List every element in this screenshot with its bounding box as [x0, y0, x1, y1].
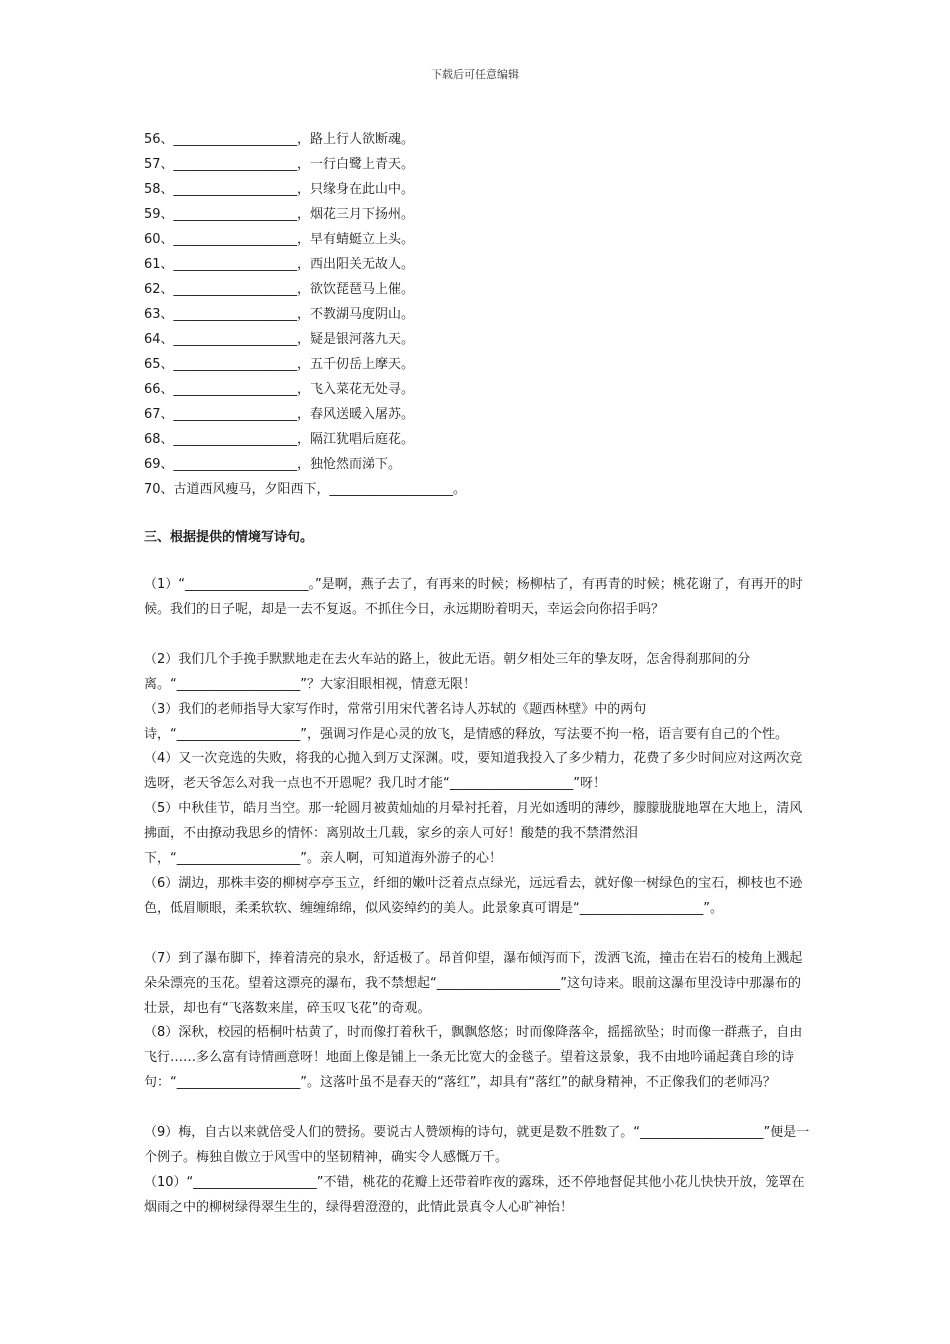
fill-line-62: 62、___________________，欲饮琵琶马上催。: [144, 282, 415, 297]
section-title: 三、根据提供的情境写诗句。: [144, 530, 314, 545]
question-6: （6）湖边，那株丰姿的柳树亭亭玉立，纤细的嫩叶泛着点点绿光，远远看去，就好像一树绿色的宝石，柳枝也不逊色，低眉顺眼，柔柔软软、缠缠绵绵，似风姿绰约的美人。此景象真可谓是“___________________”。: [144, 876, 803, 916]
fill-line-61: 61、___________________，西出阳关无故人。: [144, 257, 415, 272]
question-7: （7）到了瀑布脚下，捧着清亮的泉水，舒适极了。昂首仰望，瀑布倾泻而下，泼洒飞流，撞击在岩石的棱角上溅起朵朵漂亮的玉花。望着这漂亮的瀑布，我不禁想起“___________________”这句诗来。眼前这瀑布里没诗中那瀑布的壮景，却也有“飞落数来崖，碎玉叹飞花”的奇观。: [144, 951, 803, 1016]
fill-line-56: 56、___________________，路上行人欲断魂。: [144, 132, 415, 147]
fill-line-66: 66、___________________，飞入菜花无处寻。: [144, 382, 415, 397]
question-3: （3）我们的老师指导大家写作时，常常引用宋代著名诗人苏轼的《题西林壁》中的两句诗，“___________________”，强调习作是心灵的放飞，是情感的释放，写法要不拘一格，语言要有自己的个性。: [144, 702, 788, 742]
fill-line-69: 69、___________________，独怆然而涕下。: [144, 457, 402, 472]
fill-line-70: 70、古道西风瘦马，夕阳西下，___________________。: [144, 482, 467, 497]
fill-line-67: 67、___________________，春风送暖入屠苏。: [144, 407, 415, 422]
fill-line-63: 63、___________________，不教湖马度阴山。: [144, 307, 415, 322]
fill-line-59: 59、___________________，烟花三月下扬州。: [144, 207, 415, 222]
question-2: （2）我们几个手挽手默默地走在去火车站的路上，彼此无语。朝夕相处三年的挚友呀，怎舍得刹那间的分离。“___________________”？大家泪眼相视，情意无限！: [144, 652, 751, 692]
fill-line-58: 58、___________________，只缘身在此山中。: [144, 182, 415, 197]
fill-line-65: 65、___________________，五千仞岳上摩天。: [144, 357, 415, 372]
question-4: （4）又一次竞选的失败，将我的心抛入到万丈深渊。哎，要知道我投入了多少精力，花费了多少时间应对这两次竞选呀，老天爷怎么对我一点也不开恩呢？我几时才能“___________________”呀！: [144, 751, 803, 791]
fill-line-57: 57、___________________，一行白鹭上青天。: [144, 157, 415, 172]
question-1: （1）“___________________。”是啊，燕子去了，有再来的时候；杨柳枯了，有再青的时候；桃花谢了，有再开的时候。我们的日子呢，却是一去不复返。不抓住今日，永远期盼着明天，幸运会向你招手吗？: [144, 577, 803, 617]
fill-line-64: 64、___________________，疑是银河落九天。: [144, 332, 415, 347]
fill-in-list: [144, 127, 824, 502]
question-10: （10）“___________________”不错，桃花的花瓣上还带着昨夜的露珠，还不停地督促其他小花儿快快开放，笼罩在烟雨之中的柳树绿得翠生生的，绿得碧澄澄的，此情此景真令人心旷神怡！: [144, 1175, 805, 1215]
question-5: （5）中秋佳节，皓月当空。那一轮圆月被黄灿灿的月晕衬托着，月光如透明的薄纱，朦朦胧胧地罩在大地上，清风拂面，不由撩动我思乡的情怀：离别故土几载，家乡的亲人可好！酸楚的我不禁潸然泪下，“___________________”。亲人啊，可知道海外游子的心！: [144, 801, 803, 866]
fill-line-68: 68、___________________，隔江犹唱后庭花。: [144, 432, 415, 447]
question-8: （8）深秋，校园的梧桐叶枯黄了，时而像打着秋千，飘飘悠悠；时而像降落伞，摇摇欲坠；时而像一群燕子，自由飞行……多么富有诗情画意呀！地面上像是铺上一条无比宽大的金毯子。望着这景象，我不由地吟诵起龚自珍的诗句：“___________________”。这落叶虽不是春天的“落红”，却具有“落红”的献身精神，不正像我们的老师冯？: [144, 1025, 803, 1090]
fill-line-60: 60、___________________，早有蜻蜓立上头。: [144, 232, 415, 247]
page-header: 下载后可任意编辑: [431, 68, 519, 81]
question-9: （9）梅，自古以来就倍受人们的赞扬。要说古人赞颂梅的诗句，就更是数不胜数了。“___________________”便是一个例子。梅独自傲立于风雪中的坚韧精神，确实令人感慨万千。: [144, 1125, 810, 1165]
